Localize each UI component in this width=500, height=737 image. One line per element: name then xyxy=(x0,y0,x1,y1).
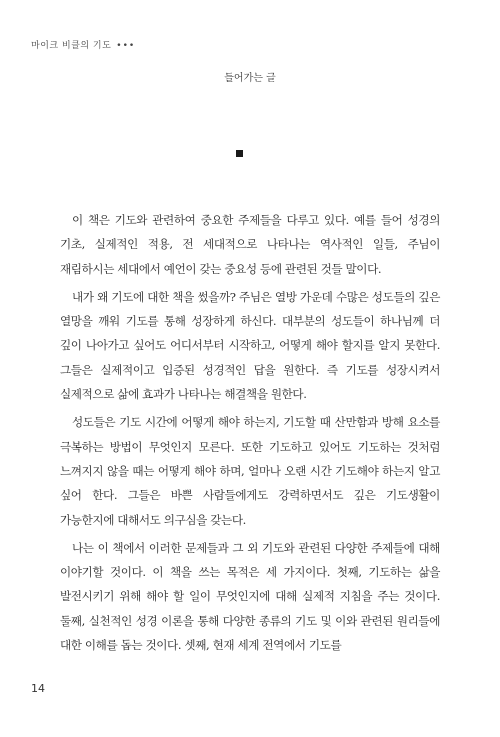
section-title: 들어가는 글 xyxy=(224,73,276,84)
page-number: 14 xyxy=(31,682,45,695)
paragraph-4: 나는 이 책에서 이러한 문제들과 그 외 기도와 관련된 다양한 주제들에 대해 이야기할 것이다. 이 책을 쓰는 목적은 세 가지이다. 첫째, 기도하는 삶을 발전시키기 위해 해야 할 일이 무엇인지에 대해 실제적 지침을 주는 것이다. 둘째, 실천적인 성경 이론을 통해 다양한 종류의 기도 및 이와 관련된 원리들에 대한 이해를 돕는 것이다. 셋째, 현재 세계 전역에서 기도를 xyxy=(60,540,440,653)
paragraph-1: 이 책은 기도와 관련하여 중요한 주제들을 다루고 있다. 예를 들어 성경의 기초, 실제적인 적용, 전 세대적으로 나타나는 역사적인 일들, 주님이 재림하시는 세대에서 예언이 갖는 중요성 등에 관련된 것들 말이다. xyxy=(60,213,440,276)
paragraph-3: 성도들은 기도 시간에 어떻게 해야 하는지, 기도할 때 산만함과 방해 요소를 극복하는 방법이 무엇인지 모른다. 또한 기도하고 있어도 기도하는 것처럼 느껴지지 않을 때는 어떻게 해야 하며, 얼마나 오랜 시간 기도해야 하는지 알고 싶어 한다. 그들은 바쁜 사람들에게도 강력하면서도 깊은 기도생활이 가능한지에 대해서도 의구심을 갖는다. xyxy=(60,415,440,527)
header-dots: ••• xyxy=(116,41,136,51)
paragraph-2: 내가 왜 기도에 대한 책을 썼을까? 주님은 열방 가운데 수많은 성도들의 깊은 열망을 깨워 기도를 통해 성장하게 하신다. 대부분의 성도들이 하나님께 더 깊이 나아가고 싶어도 어디서부터 시작하고, 어떻게 해야 할지를 알지 못한다. 그들은 실제적이고 입증된 성경적인 답을 원한다. 즉 기도를 성장시켜서 실제적으로 삶에 효과가 나타나는 해결책을 원한다. xyxy=(60,289,440,402)
body-text xyxy=(60,208,440,661)
section-mark-square-icon xyxy=(236,150,243,157)
running-header xyxy=(31,38,135,51)
book-title: 마이크 비클의 기도 xyxy=(31,41,112,51)
